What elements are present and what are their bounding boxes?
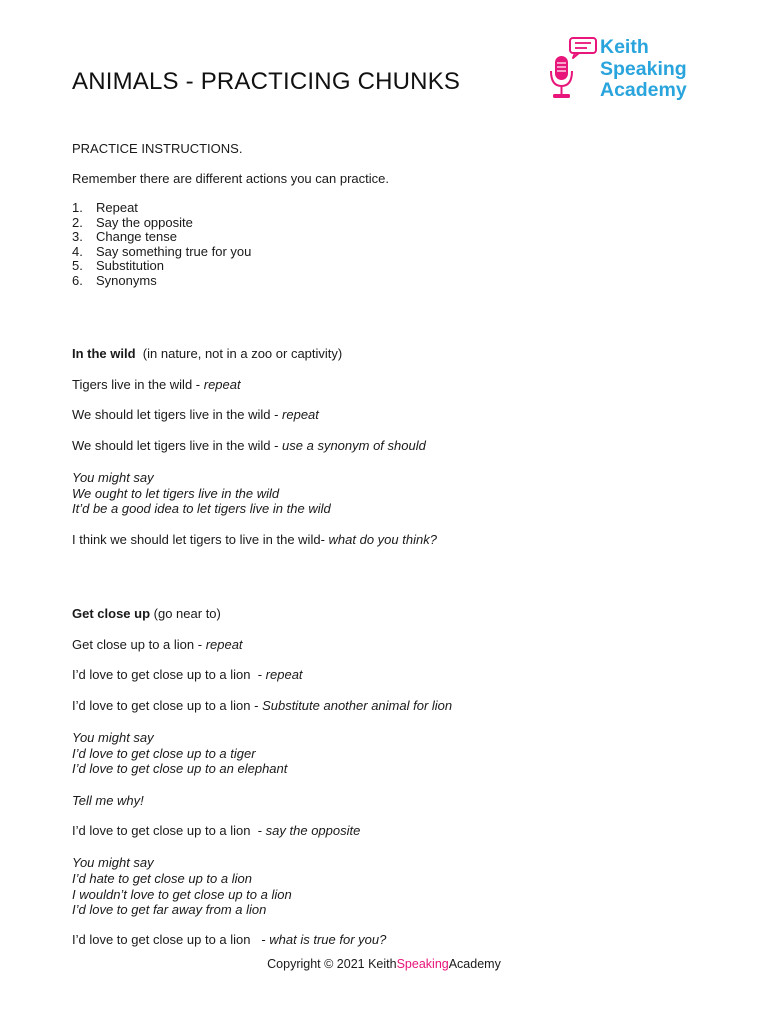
list-item: 3. Change tense	[72, 229, 177, 244]
logo-speaking: Speaking	[600, 57, 687, 80]
close-example-3: I’d hate to get close up to a lion	[72, 871, 252, 886]
logo-academy: Academy	[600, 79, 687, 101]
close-example-2: I’d love to get close up to an elephant	[72, 761, 288, 776]
list-item: 5. Substitution	[72, 258, 164, 273]
close-term: Get close up	[72, 606, 151, 621]
wild-might-say: You might say	[72, 470, 154, 485]
wild-term: In the wild	[72, 346, 136, 361]
wild-example-2: It’d be a good idea to let tigers live in the wild	[72, 501, 331, 516]
instructions-intro: Remember there are different actions you can practice.	[72, 171, 389, 186]
wild-example-1: We ought to let tigers live in the wild	[72, 486, 280, 501]
wild-line-4: I think we should let tigers to live in the wild- what do you think?	[72, 532, 437, 547]
wild-heading	[72, 346, 342, 361]
close-line-1: Get close up to a lion - repeat	[72, 637, 243, 652]
close-line-3: I’d love to get close up to a lion - Substitute another animal for lion	[72, 698, 453, 713]
close-might-say-1: You might say	[72, 730, 154, 745]
close-example-1: I’d love to get close up to a tiger	[72, 746, 256, 761]
list-item: 1. Repeat	[72, 200, 138, 215]
wild-line-2: We should let tigers live in the wild - repeat	[72, 407, 319, 422]
close-heading	[72, 606, 221, 621]
close-might-say-2: You might say	[72, 855, 154, 870]
close-tell-why: Tell me why!	[72, 793, 144, 808]
close-definition: (go near to)	[153, 606, 221, 621]
microphone-speech-bubble-icon	[548, 37, 600, 103]
wild-definition: (in nature, not in a zoo or captivity)	[142, 346, 343, 361]
instructions-heading: PRACTICE INSTRUCTIONS.	[72, 141, 243, 156]
close-line-5: I’d love to get close up to a lion - what is true for you?	[72, 932, 387, 947]
footer-speaking: Speaking	[396, 957, 449, 971]
wild-line-1: Tigers live in the wild - repeat	[72, 377, 241, 392]
wild-line-3: We should let tigers live in the wild - use a synonym of should	[72, 438, 426, 453]
list-item: 6. Synonyms	[72, 273, 157, 288]
list-item: 4. Say something true for you	[72, 244, 252, 259]
logo-keith: Keith	[600, 36, 649, 58]
close-line-4: I’d love to get close up to a lion - say the opposite	[72, 823, 361, 838]
list-item: 2. Say the opposite	[72, 215, 193, 230]
brand-logo	[548, 37, 708, 103]
page-title: ANIMALS - PRACTICING CHUNKS	[72, 68, 461, 95]
close-example-4: I wouldn’t love to get close up to a lion	[72, 887, 292, 902]
copyright-footer: Copyright © 2021 KeithSpeakingAcademy	[267, 957, 501, 971]
close-line-2: I’d love to get close up to a lion - repeat	[72, 667, 303, 682]
close-example-5: I’d love to get far away from a lion	[72, 902, 267, 917]
